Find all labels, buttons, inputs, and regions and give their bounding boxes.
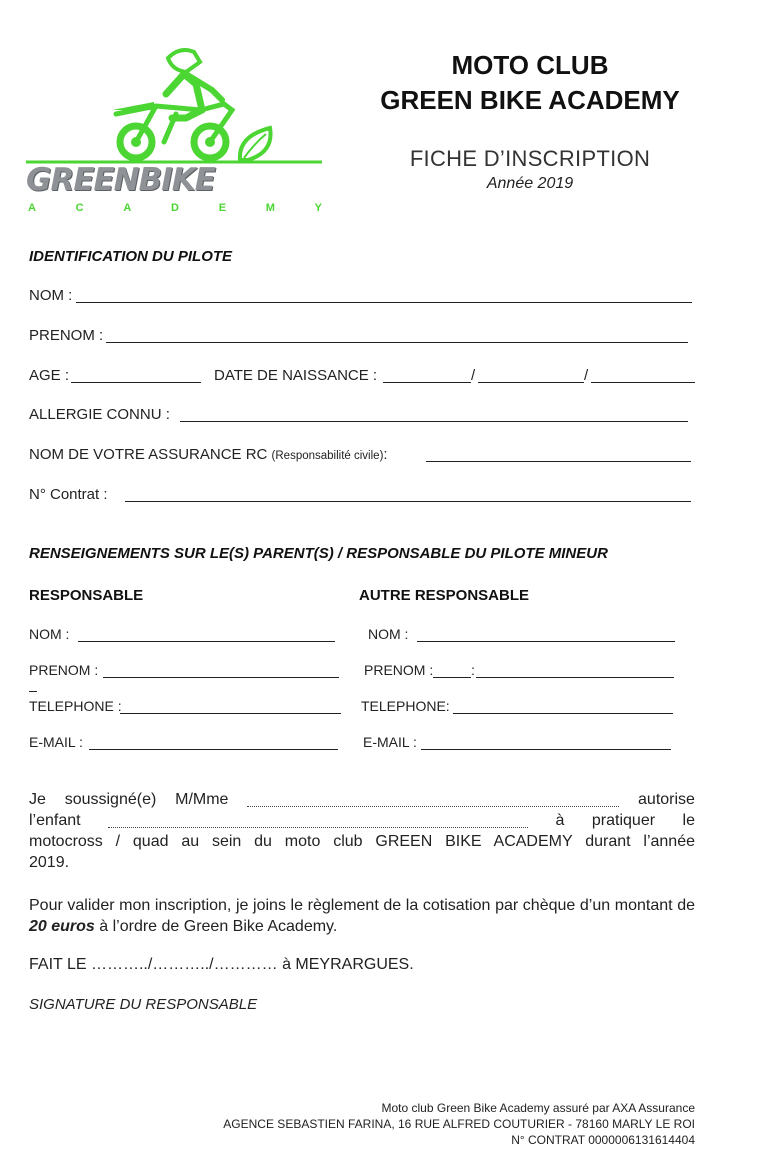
authorization-line-4: 2019. — [29, 854, 70, 871]
parents-section-title: RENSEIGNEMENTS SUR LE(S) PARENT(S) / RESPONSABLE DU PILOTE MINEUR — [29, 545, 608, 562]
auth-word: autorise — [638, 791, 695, 808]
pilot-prenom-field[interactable] — [106, 342, 688, 343]
autre-prenom-field-a[interactable] — [433, 677, 471, 678]
logo-letter: D — [171, 202, 181, 214]
club-logo — [26, 44, 326, 216]
payment-text-before: Pour valider mon inscription, je joins le règlement de la cotisation par chèque d’un montant de — [29, 897, 695, 914]
pilot-contrat-label: N° Contrat : — [29, 486, 108, 503]
auth-word: soussigné(e) — [64, 791, 157, 808]
footer — [223, 1100, 695, 1148]
assurance-note: (Responsabilité civile) — [271, 450, 384, 462]
club-title-line1: MOTO CLUB — [451, 50, 609, 80]
auth-word: à — [555, 812, 565, 829]
autre-telephone-label: TELEPHONE: — [361, 698, 450, 714]
club-title-line2: GREEN BIKE ACADEMY — [380, 85, 680, 115]
parent-name-field[interactable] — [247, 794, 619, 810]
autre-nom-field[interactable] — [417, 641, 675, 642]
footer-line2: AGENCE SEBASTIEN FARINA, 16 RUE ALFRED COUTURIER - 78160 MARLY LE ROI — [223, 1117, 695, 1131]
signature-label: SIGNATURE DU RESPONSABLE — [29, 996, 258, 1013]
pilot-allergie-field[interactable] — [180, 421, 688, 422]
assurance-label-text: NOM DE VOTRE ASSURANCE RC — [29, 446, 268, 463]
logo-letter: Y — [314, 202, 324, 214]
payment-paragraph — [29, 895, 695, 937]
logo-letter: C — [75, 202, 86, 214]
resp-telephone-field[interactable] — [120, 713, 341, 714]
autre-email-label: E-MAIL : — [363, 734, 417, 750]
child-name-field[interactable] — [108, 815, 528, 831]
authorization-line-1 — [29, 789, 695, 810]
fait-le-line[interactable]: FAIT LE ………../………../………… à MEYRARGUES. — [29, 956, 414, 973]
date-separator: / — [471, 367, 476, 384]
form-title: FICHE D’INSCRIPTION — [409, 146, 651, 171]
pilot-age-field[interactable] — [71, 382, 201, 383]
pilot-section-title: IDENTIFICATION DU PILOTE — [29, 248, 233, 265]
child-name-dots — [108, 827, 528, 828]
logo-letter: M — [265, 202, 277, 214]
pilot-prenom-label: PRENOM : — [29, 327, 104, 344]
resp-prenom-field[interactable] — [103, 677, 339, 678]
autre-responsable-title: AUTRE RESPONSABLE — [359, 587, 530, 604]
auth-word: le — [682, 812, 695, 829]
footer-line1: Moto club Green Bike Academy assuré par AXA Assurance — [381, 1101, 695, 1115]
pilot-contrat-field[interactable] — [125, 501, 691, 502]
authorization-paragraph — [29, 789, 695, 873]
logo-academy-letters — [28, 202, 324, 214]
autre-prenom-field-b[interactable] — [476, 677, 674, 678]
logo-letter: A — [28, 202, 38, 214]
pilot-age-label: AGE : — [29, 367, 70, 384]
autre-nom-label: NOM : — [368, 626, 409, 642]
form-year: Année 2019 — [486, 175, 574, 192]
autre-telephone-field[interactable] — [453, 713, 673, 714]
pilot-dob-month-field[interactable] — [478, 382, 584, 383]
pilot-assurance-field[interactable] — [426, 461, 691, 462]
pilot-nom-field[interactable] — [76, 302, 692, 303]
parent-name-dots — [247, 806, 619, 807]
logo-letter: E — [218, 202, 229, 214]
resp-email-field[interactable] — [89, 749, 338, 750]
auth-word: M/Mme — [175, 791, 229, 808]
resp-telephone-label: TELEPHONE : — [29, 698, 122, 714]
stray-underline — [29, 691, 37, 692]
club-title — [320, 48, 740, 118]
pilot-dob-day-field[interactable] — [383, 382, 471, 383]
footer-line3: N° CONTRAT 0000006131614404 — [511, 1133, 695, 1147]
pilot-assurance-label — [29, 446, 388, 463]
resp-nom-field[interactable] — [78, 641, 335, 642]
responsable-title: RESPONSABLE — [29, 587, 144, 604]
pilot-allergie-label: ALLERGIE CONNU : — [29, 406, 170, 423]
logo-letter: A — [123, 202, 134, 214]
logo-wordmark: GREENBIKE — [26, 162, 215, 198]
autre-prenom-colon: : — [471, 662, 475, 678]
auth-word: Je — [29, 791, 46, 808]
auth-word: pratiquer — [591, 812, 656, 829]
motocross-rider-icon — [26, 44, 326, 164]
auth-word: l’enfant — [29, 812, 81, 829]
autre-prenom-label: PRENOM : — [364, 662, 434, 678]
authorization-line-2 — [29, 810, 695, 831]
date-separator: / — [584, 367, 589, 384]
pilot-dob-label: DATE DE NAISSANCE : — [214, 367, 378, 384]
resp-prenom-label: PRENOM : — [29, 662, 99, 678]
resp-nom-label: NOM : — [29, 626, 70, 642]
payment-text-after: à l’ordre de Green Bike Academy. — [94, 918, 338, 935]
autre-email-field[interactable] — [421, 749, 671, 750]
authorization-line-3: motocross / quad au sein du moto club GREEN BIKE ACADEMY durant l’année — [29, 833, 695, 850]
payment-amount: 20 euros — [29, 918, 95, 935]
pilot-dob-year-field[interactable] — [591, 382, 695, 383]
assurance-colon: : — [383, 446, 388, 463]
pilot-nom-label: NOM : — [29, 287, 73, 304]
resp-email-label: E-MAIL : — [29, 734, 83, 750]
